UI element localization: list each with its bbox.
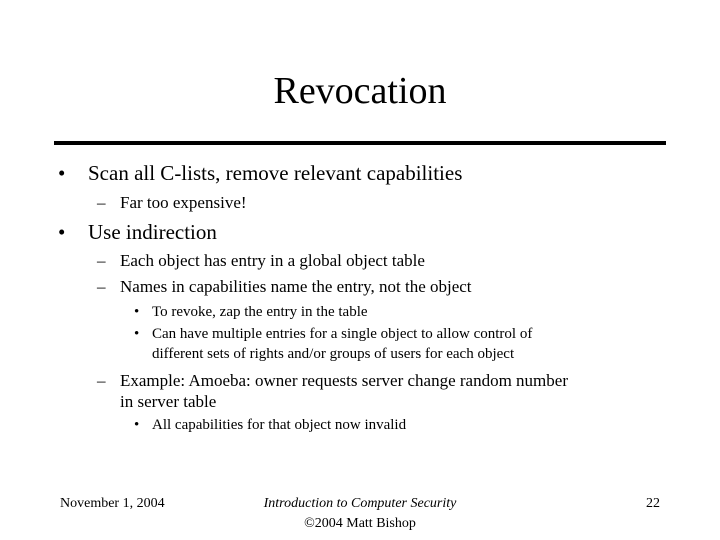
subbullet-global-object-table: Each object has entry in a global object table [120, 251, 425, 270]
bullet-scan-clists: Scan all C-lists, remove relevant capabilities [88, 161, 463, 185]
bullet-marker: • [134, 417, 140, 433]
subsubbullet-capabilities-invalid: All capabilities for that object now invalid [152, 417, 407, 433]
subbullet-names-in-capabilities: Names in capabilities name the entry, not the object [120, 277, 472, 296]
bullet-marker: • [134, 304, 140, 320]
dash-marker: – [97, 251, 106, 270]
footer-copyright: ©2004 Matt Bishop [304, 516, 416, 531]
dash-marker: – [97, 371, 106, 390]
footer-course-title: Introduction to Computer Security [263, 496, 457, 511]
page-number: 22 [646, 496, 660, 511]
subsubbullet-multiple-entries-line2: different sets of rights and/or groups of users for each object [152, 346, 515, 362]
subbullet-too-expensive: Far too expensive! [120, 193, 247, 212]
dash-marker: – [97, 277, 106, 296]
subsubbullet-multiple-entries-line1: Can have multiple entries for a single object to allow control of [152, 326, 533, 342]
bullet-marker: • [58, 220, 66, 244]
dash-marker: – [97, 193, 106, 212]
subsubbullet-zap-entry: To revoke, zap the entry in the table [152, 304, 368, 320]
subbullet-amoeba-example-line2: in server table [120, 392, 217, 411]
footer-date: November 1, 2004 [60, 496, 165, 511]
bullet-marker: • [134, 326, 140, 342]
subbullet-amoeba-example-line1: Example: Amoeba: owner requests server change random number [120, 371, 568, 390]
slide-title: Revocation [273, 70, 447, 112]
bullet-use-indirection: Use indirection [88, 220, 217, 244]
footer-center [200, 494, 520, 534]
title-divider [54, 141, 666, 145]
bullet-marker: • [58, 161, 66, 185]
